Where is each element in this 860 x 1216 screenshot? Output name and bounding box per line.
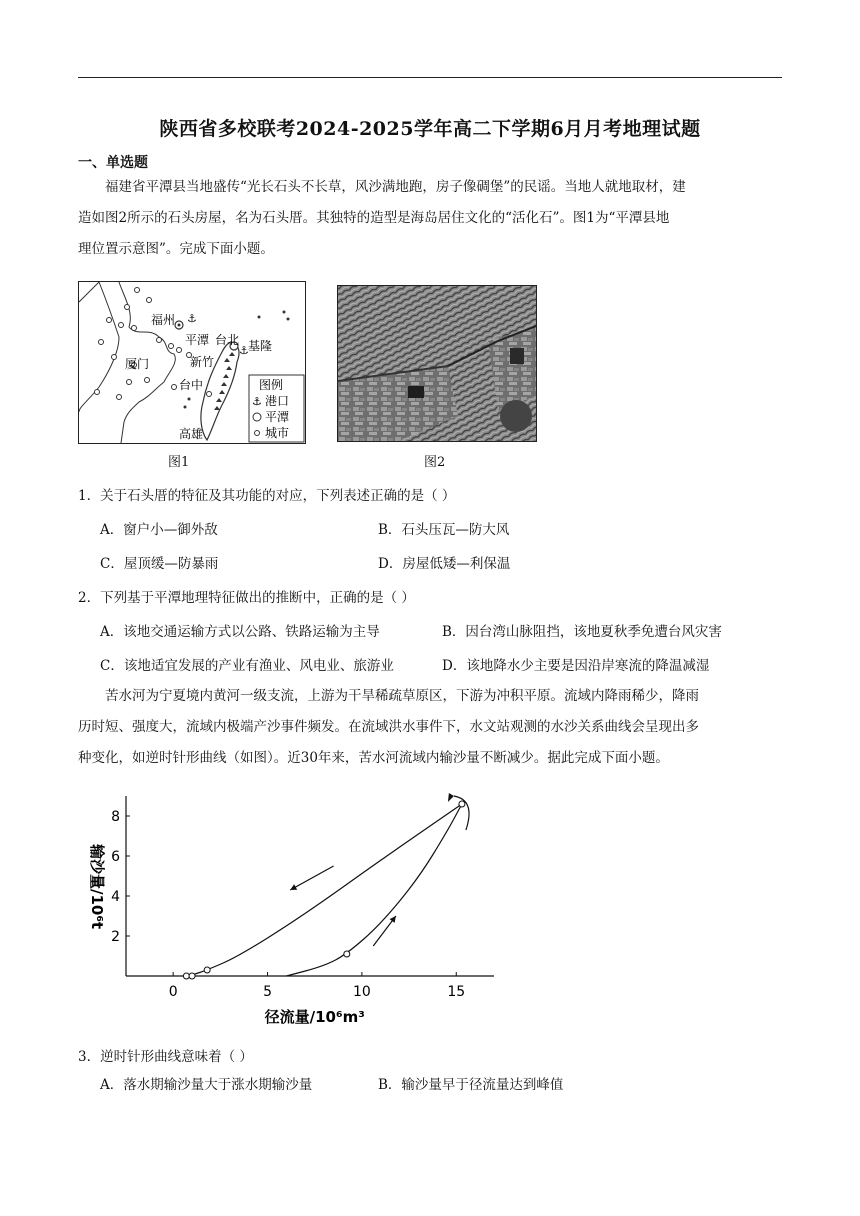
- question-3-stem: 3．逆时针形曲线意味着（ ）: [78, 1049, 253, 1065]
- figure-1-caption: 图1: [168, 455, 190, 470]
- section-heading: 一、单选题: [78, 155, 148, 171]
- header-rule: [78, 77, 782, 78]
- legend-port-icon: ⚓: [252, 395, 262, 408]
- passage-2: [78, 681, 782, 774]
- x-tick-label: 10: [352, 984, 371, 1000]
- x-tick-label: 15: [447, 984, 466, 1000]
- pingtan-marker-center: [178, 324, 181, 327]
- legend-port: 港口: [265, 394, 290, 408]
- y-tick-label: 8: [111, 809, 120, 825]
- port-symbol: ⚓: [187, 312, 197, 325]
- chart-ticks: [111, 809, 465, 1000]
- rising-limb-line: [286, 804, 462, 976]
- passage-1-line: 造如图2所示的石头房屋，名为石头厝。其独特的造型是海岛居住文化的“活化石”。图1为“平潭县地: [78, 210, 670, 226]
- question-1-stem: 1．关于石头厝的特征及其功能的对应，下列表述正确的是（ ）: [78, 488, 456, 504]
- y-tick-label: 4: [111, 889, 120, 905]
- passage-2-line: 苦水河为宁夏境内黄河一级支流，上游为干旱稀疏草原区，下游为冲积平原。流域内降雨稀少，降雨: [105, 688, 699, 704]
- question-2-stem: 2．下列基于平潭地理特征做出的推断中，正确的是（ ）: [78, 590, 415, 606]
- q1-option-d[interactable]: D．房屋低矮—利保温: [378, 556, 511, 572]
- data-point: [183, 973, 189, 979]
- rising-direction-arrow-head: [390, 916, 396, 923]
- label-taizhong: 台中: [179, 378, 204, 392]
- q2-option-b[interactable]: B．因台湾山脉阻挡，该地夏秋季免遭台风灾害: [442, 624, 722, 640]
- stone-house-illustration: [338, 286, 536, 441]
- legend-city-icon: [255, 431, 260, 436]
- map-svg: [79, 282, 305, 443]
- label-fuzhou: 福州: [151, 313, 176, 327]
- passage-1-line: 福建省平潭县当地盛传“光长石头不长草，风沙满地跑，房子像碉堡”的民谣。当地人就地取材，建: [105, 179, 686, 195]
- label-pingtan: 平潭: [185, 333, 210, 347]
- falling-limb-line: [192, 804, 462, 975]
- x-tick-label: 5: [263, 984, 272, 1000]
- chart-marks: [183, 793, 469, 979]
- figure-2-caption: 图2: [424, 455, 446, 470]
- y-tick-label: 6: [111, 849, 120, 865]
- runoff-sediment-chart: [78, 782, 518, 1032]
- figure-2-photo: [337, 285, 537, 442]
- port-symbol: ⚓: [239, 344, 249, 357]
- label-gaoxiong: 高雄: [179, 427, 204, 441]
- x-tick-label: 0: [168, 984, 178, 1000]
- legend-title: 图例: [259, 378, 284, 392]
- passage-1-line: 理位置示意图”。完成下面小题。: [78, 241, 274, 257]
- legend-pingtan: 平潭: [265, 410, 290, 424]
- q3-option-a[interactable]: A．落水期输沙量大于涨水期输沙量: [100, 1077, 313, 1093]
- q1-option-a[interactable]: A．窗户小—御外敌: [100, 522, 218, 538]
- q2-option-a[interactable]: A．该地交通运输方式以公路、铁路运输为主导: [100, 624, 380, 640]
- label-jilong: 基隆: [248, 339, 273, 353]
- passage-2-line: 历时短、强度大，流域内极端产沙事件频发。在流域洪水事件下，水文站观测的水沙关系曲线会呈现出多: [78, 719, 699, 735]
- figure-1-map: [78, 281, 306, 444]
- legend-city: 城市: [265, 426, 290, 440]
- label-xiamen: 厦门: [125, 357, 150, 371]
- data-point: [204, 967, 210, 973]
- data-point: [459, 801, 465, 807]
- chart-axes: [126, 796, 494, 976]
- label-taibei: 台北: [215, 333, 240, 347]
- q3-option-b[interactable]: B．输沙量早于径流量达到峰值: [378, 1077, 564, 1093]
- y-axis-label: 输沙量/10⁶t: [88, 844, 106, 930]
- falling-direction-arrow: [290, 866, 333, 890]
- label-xinzhu: 新竹: [190, 355, 215, 369]
- q1-option-b[interactable]: B．石头压瓦—防大风: [378, 522, 510, 538]
- peak-arrowhead: [448, 793, 454, 802]
- page-title: 陕西省多校联考2024-2025学年高二下学期6月月考地理试题: [159, 118, 701, 140]
- passage-1: [78, 172, 782, 265]
- data-point: [344, 951, 350, 957]
- data-point: [189, 973, 195, 979]
- legend-pingtan-icon: [253, 413, 261, 421]
- x-axis-label: 径流量/10⁶m³: [264, 1008, 365, 1026]
- passage-2-line: 种变化，如逆时针形曲线（如图）。近30年来，苦水河流域内输沙量不断减少。据此完成下面小题。: [78, 750, 669, 766]
- q1-option-c[interactable]: C．屋顶缓—防暴雨: [100, 556, 219, 572]
- y-tick-label: 2: [111, 929, 120, 945]
- q2-option-c[interactable]: C．该地适宜发展的产业有渔业、风电业、旅游业: [100, 658, 394, 674]
- q2-option-d[interactable]: D．该地降水少主要是因沿岸寒流的降温减湿: [442, 658, 710, 674]
